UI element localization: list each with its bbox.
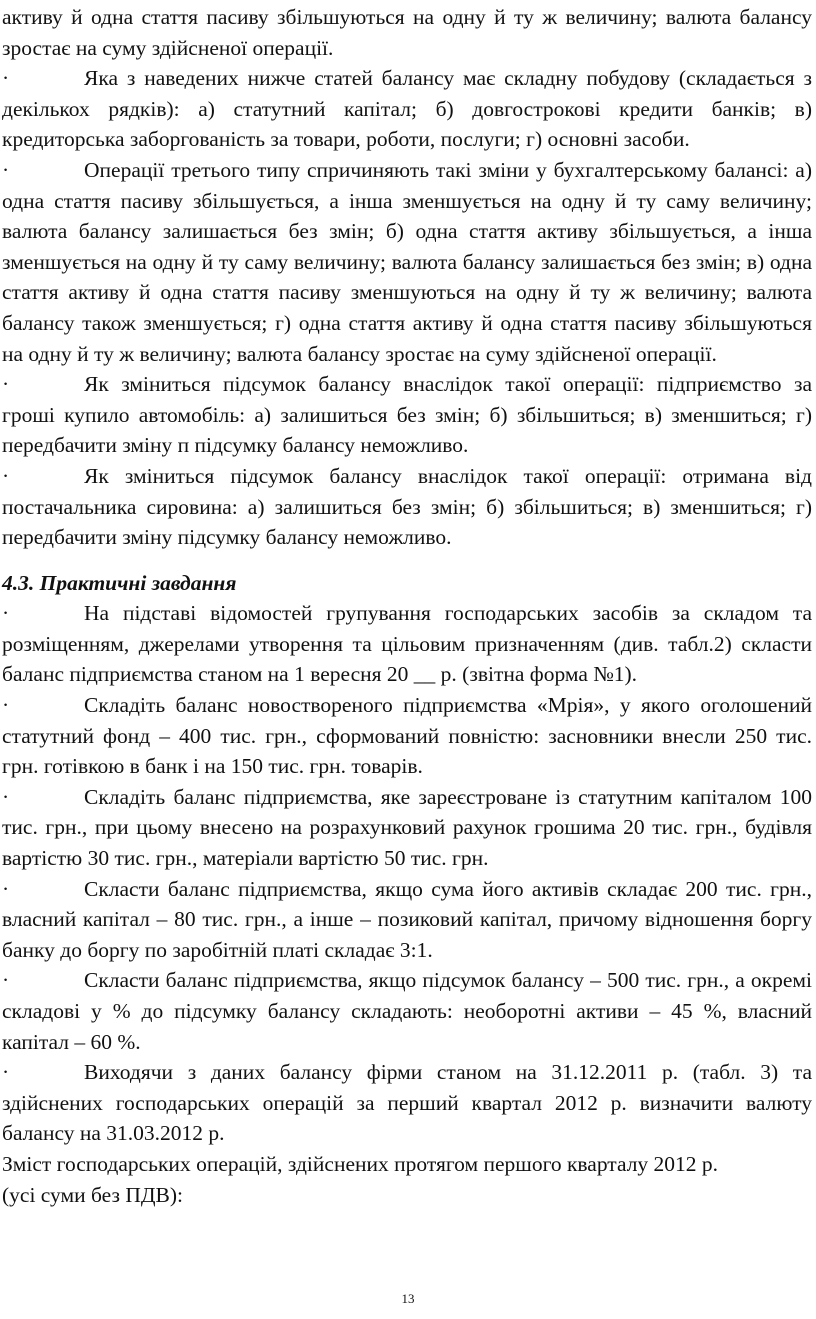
paragraph-continuation (2, 2, 812, 63)
task-paragraph (2, 598, 812, 690)
operations-intro-note (2, 1180, 812, 1211)
paragraph-text: Скласти баланс підприємства, якщо підсумок балансу – 500 тис. грн., а окремі складові у % до підсумку балансу складають: необоротні активи – 45 %, власний капітал – 60 %. (2, 968, 812, 1054)
test-question-paragraph (2, 461, 812, 553)
task-paragraph (2, 782, 812, 874)
paragraph-text: Операції третього типу спричиняють такі зміни у бухгалтерському балансі: а) одна стаття пасиву збільшується, а інша зменшується на одну й ту саму величину; валюта балансу залишається без змін; б) одна стаття активу збільшується, а інша зменшується на одну й ту саму величину; валюта балансу залишається без змін; в) одна стаття активу й одна стаття пасиву зменшуються на одну й ту ж величину; валюта балансу також зменшується; г) одна стаття активу й одна стаття пасиву збільшуються на одну й ту ж величину; валюта балансу зростає на суму здійсненої операції. (2, 157, 812, 366)
test-question-paragraph (2, 63, 812, 155)
paragraph-text: Складіть баланс новоствореного підприємства «Мрія», у якого оголошений статутний фонд – 400 тис. грн., сформований повністю: засновники внесли 250 тис. грн. готівкою в банк і на 150 тис. грн. товарів. (2, 693, 812, 779)
paragraph-text: Яка з наведених нижче статей балансу має складну побудову (складається з декількох рядків): а) статутний капітал; б) довгострокові кредити банків; в) кредиторська заборгованість за товари, роботи, послуги; г) основні засоби. (2, 66, 812, 152)
task-paragraph (2, 1057, 812, 1149)
task-paragraph (2, 874, 812, 966)
paragraph-text: На підставі відомостей групування господарських засобів за складом та розміщенням, джерелами утворення та цільовим призначенням (див. табл.2) скласти баланс підприємства станом на 1 вересня 20 __ р. (звітна форма №1). (2, 601, 812, 687)
test-question-paragraph (2, 369, 812, 461)
section-heading: 4.3. Практичні завдання (2, 570, 237, 595)
bullet-marker: · (2, 463, 10, 488)
paragraph-text: Зміст господарських операцій, здійснених протягом першого кварталу 2012 р. (2, 1151, 719, 1176)
bullet-marker: · (2, 784, 10, 809)
bullet-marker: · (2, 693, 10, 718)
test-question-paragraph (2, 155, 812, 369)
task-paragraph (2, 965, 812, 1057)
paragraph-text: активу й одна стаття пасиву збільшуються на одну й ту ж величину; валюта балансу зростає на суму здійсненої операції. (2, 5, 812, 60)
paragraph-text: Як зміниться підсумок балансу внаслідок такої операції: отримана від постачальника сировина: а) залишиться без змін; б) збільшиться; в) зменшиться; г) передбачити зміну підсумку балансу неможливо. (2, 463, 812, 550)
bullet-marker: · (2, 66, 10, 91)
bullet-marker: · (2, 372, 10, 397)
bullet-marker: · (2, 601, 10, 626)
paragraph-text: Як зміниться підсумок балансу внаслідок такої операції: підприємство за гроші купило автомобіль: а) залишиться без змін; б) збільшиться; в) зменшиться; г) передбачити зміну п підсумку балансу неможливо. (2, 372, 812, 458)
operations-intro-line (2, 1149, 812, 1180)
paragraph-text: Виходячи з даних балансу фірми станом на 31.12.2011 р. (табл. 3) та здійснених господарських операцій за перший квартал 2012 р. визначити валюту балансу на 31.03.2012 р. (2, 1060, 812, 1146)
paragraph-text: Скласти баланс підприємства, якщо сума його активів складає 200 тис. грн., власний капітал – 80 тис. грн., а інше – позиковий капітал, причому відношення боргу банку до боргу по заробітній платі складає 3:1. (2, 876, 812, 962)
paragraph-text: (усі суми без ПДВ): (2, 1182, 184, 1207)
paragraph-text: Складіть баланс підприємства, яке зареєстроване із статутним капіталом 100 тис. грн., при цьому внесено на розрахунковий рахунок грошима 20 тис. грн., будівля вартістю 30 тис. грн., матеріали вартістю 50 тис. грн. (2, 784, 812, 871)
bullet-marker: · (2, 1060, 10, 1085)
page-number: 13 (401, 1291, 415, 1306)
bullet-marker: · (2, 157, 10, 182)
bullet-marker: · (2, 876, 10, 901)
task-paragraph (2, 690, 812, 782)
bullet-marker: · (2, 968, 10, 993)
